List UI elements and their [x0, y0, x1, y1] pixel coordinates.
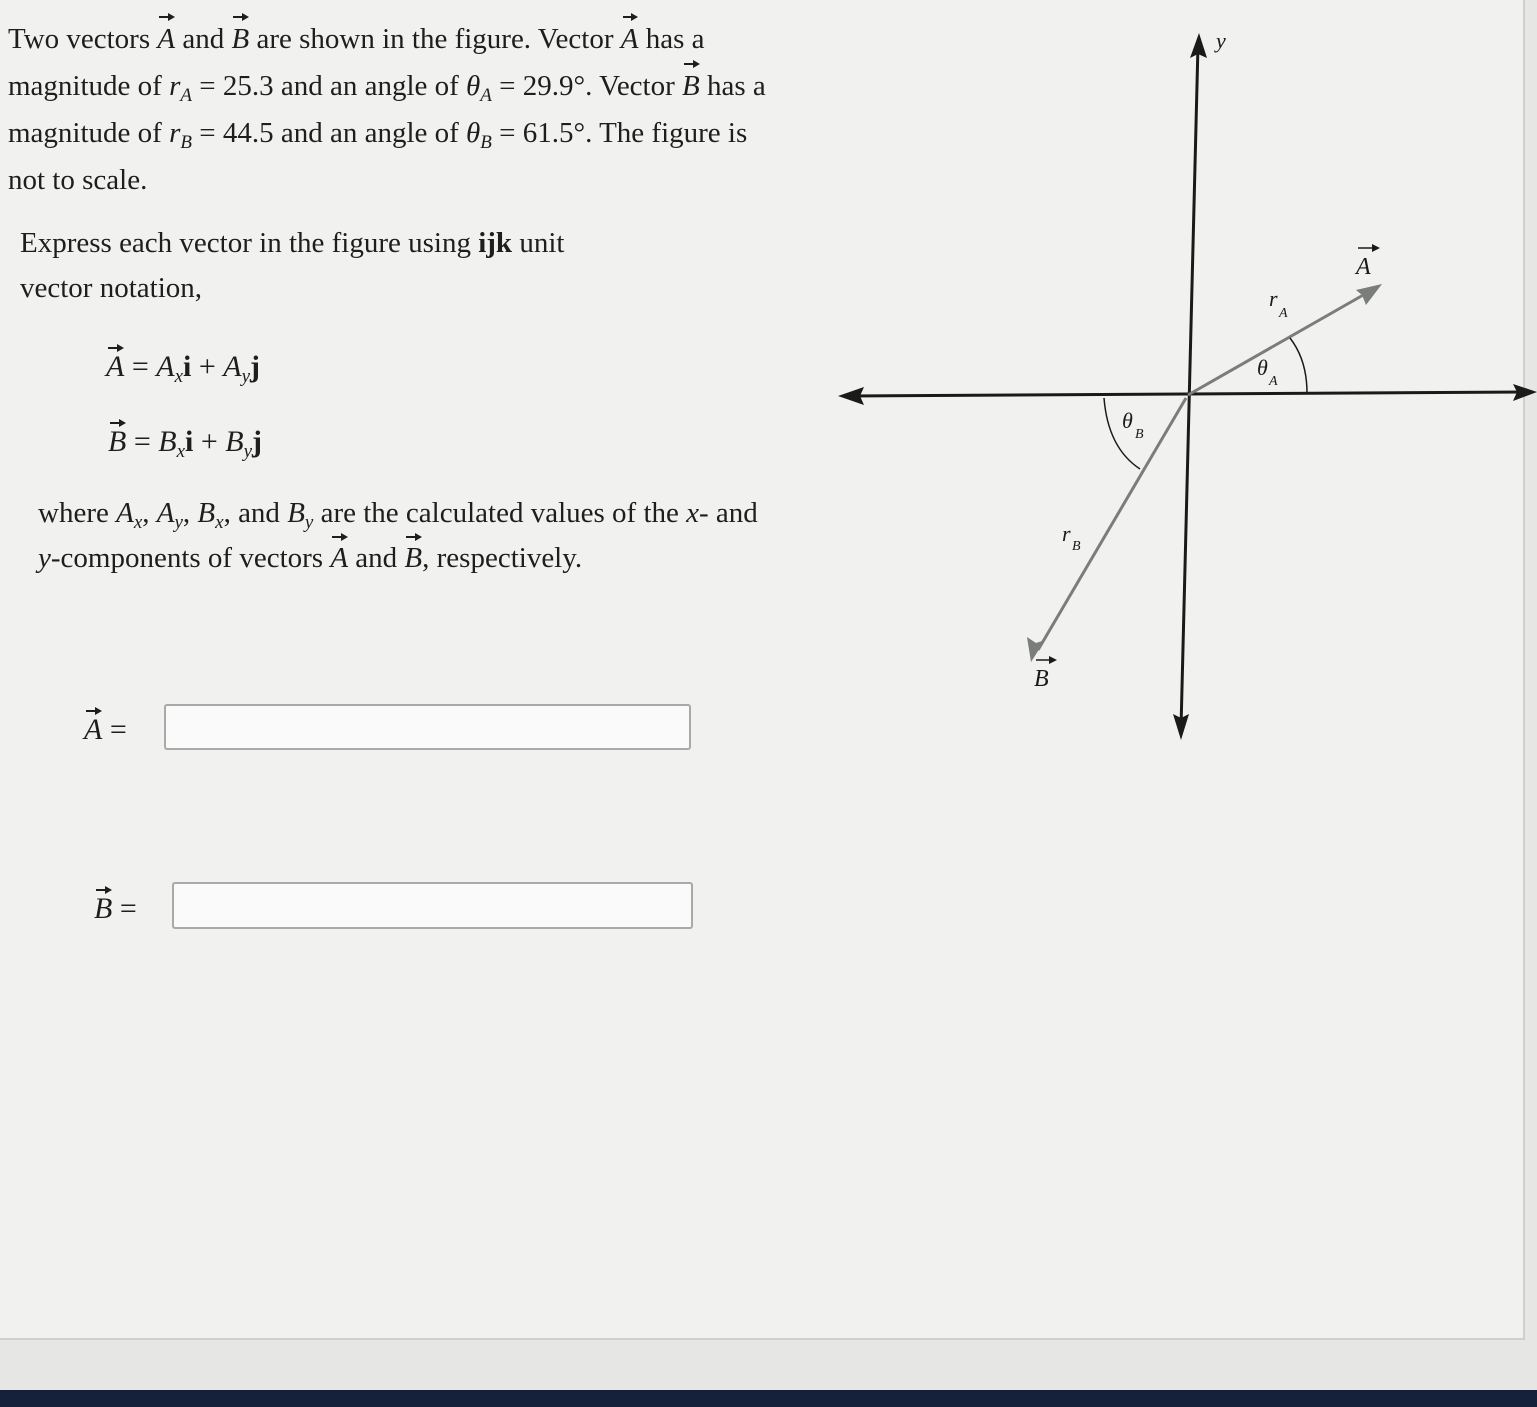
magnitude-rA-value: = 25.3 — [191, 70, 274, 102]
vector-B-symbol: B — [682, 63, 700, 110]
svg-text:A: A — [1279, 306, 1288, 321]
vector-A-arrowhead — [1356, 284, 1382, 305]
answer-A-label: A = — [84, 710, 127, 750]
svg-text:B: B — [1135, 427, 1144, 442]
svg-text:r: r — [1269, 286, 1278, 311]
label-rB — [1062, 521, 1081, 554]
label-thetaB — [1122, 408, 1144, 442]
svg-text:B: B — [1034, 666, 1049, 692]
angle-A-arc — [1290, 338, 1307, 393]
angle-thetaA-value: = 29.9° — [491, 70, 586, 102]
angle-thetaB-value: = 61.5° — [491, 117, 586, 149]
svg-text:θ: θ — [1257, 355, 1268, 380]
vector-A-symbol: A — [157, 16, 175, 63]
instruction-text: Express each vector in the figure using ijk unit vector notation, — [20, 227, 565, 304]
label-thetaA — [1257, 355, 1278, 389]
equation-vector-A: $A = A_xi + A_yj$ — [106, 347, 260, 387]
answer-B-label: B = — [94, 889, 137, 929]
vector-A-symbol: A — [621, 16, 639, 63]
vector-B-symbol: B — [231, 16, 249, 63]
y-axis — [1181, 45, 1198, 728]
magnitude-rB: r — [169, 117, 181, 149]
equation-vector-B: $B = B_xi + B_yj$ — [108, 422, 262, 462]
label-rA — [1269, 286, 1288, 321]
svg-text:A: A — [1356, 254, 1371, 280]
y-axis-label: y — [1216, 28, 1226, 53]
svg-text:B: B — [1072, 539, 1081, 554]
vector-B-label — [1034, 656, 1057, 692]
magnitude-rB-value: = 44.5 — [191, 117, 274, 149]
vector-A-label — [1354, 244, 1380, 280]
magnitude-rA: r — [169, 70, 181, 102]
svg-text:θ: θ — [1122, 408, 1133, 433]
svg-text:r: r — [1062, 521, 1071, 546]
taskbar — [0, 1390, 1537, 1407]
svg-text:A: A — [1269, 374, 1278, 389]
angle-thetaA: θ — [466, 70, 481, 102]
where-text: where $A_x$, $A_y$, $B_x$, and $B_y$ are the calculated values of the x- and y-components of vectors A and B, respectively. — [38, 491, 773, 581]
problem-intro: Two vectors A and B are shown in the figure. Vector A has a magnitude of $r_A = 25.3$ and an angle of $\theta_A = 29.9^\circ$. Vector B has a magnitude of $r_B = 44.5$ and an angle of $\theta_B = 61.5^\circ$. The figure is not to scale. — [8, 16, 768, 204]
angle-thetaB: θ — [466, 117, 481, 149]
